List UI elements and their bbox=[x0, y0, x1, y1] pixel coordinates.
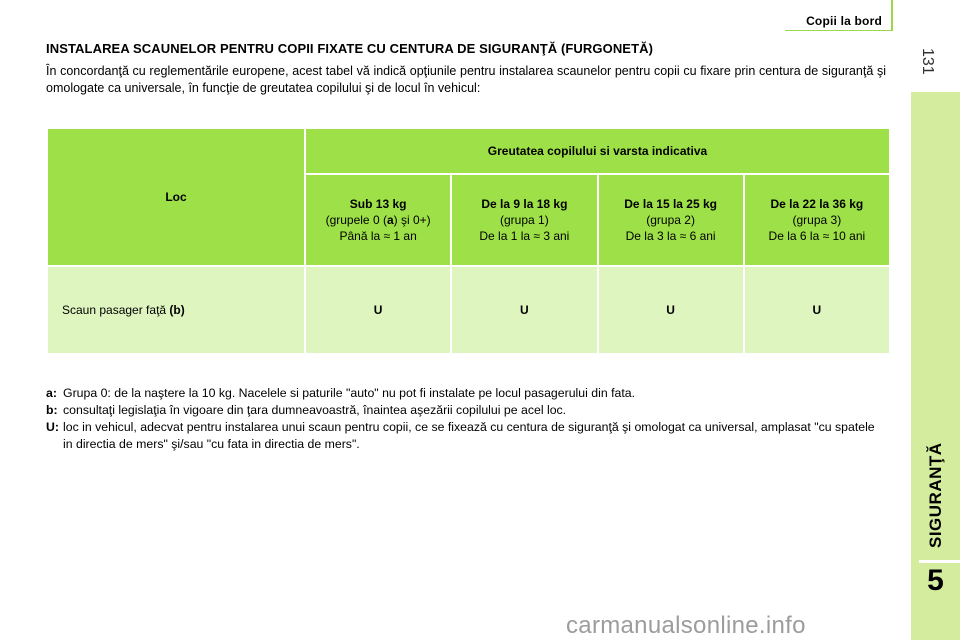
column-header bbox=[598, 174, 744, 266]
column-age: De la 1 la ≈ 3 ani bbox=[479, 229, 570, 243]
footnote-text: Grupa 0: de la naştere la 10 kg. Nacelele si paturile "auto" nu pot fi instalate pe locul pasagerului din fata. bbox=[63, 386, 636, 400]
column-group-suffix: ) şi 0+) bbox=[393, 213, 431, 227]
column-group: (grupa 2) bbox=[646, 213, 695, 227]
column-age: Până la ≈ 1 an bbox=[339, 229, 417, 243]
intro-paragraph: În concordanţă cu reglementările europene, acest tabel vă indică opţiunile pentru instalarea scaunelor pentru copii cu fixare prin centura de siguranţă şi omologate ca universale, în funcţie de greutatea copilului şi de locul în vehicul: bbox=[46, 64, 886, 95]
column-group-note: a bbox=[386, 213, 394, 227]
column-group: (grupa 3) bbox=[792, 213, 842, 227]
column-title: De la 9 la 18 kg bbox=[481, 197, 568, 211]
footnote-key: U: bbox=[46, 420, 59, 434]
child-seat-table bbox=[46, 127, 891, 355]
footnotes bbox=[46, 385, 876, 453]
footnote-key: b: bbox=[46, 403, 58, 417]
footnote bbox=[46, 402, 876, 419]
column-group-prefix: (grupele 0 ( bbox=[325, 213, 387, 227]
row-label bbox=[47, 266, 305, 354]
column-group bbox=[306, 212, 450, 228]
table-cell: U bbox=[744, 266, 890, 354]
header-vertical-rule bbox=[891, 0, 893, 30]
chapter-number: 5 bbox=[927, 564, 944, 597]
column-title: De la 22 la 36 kg bbox=[770, 197, 864, 211]
table-cell: U bbox=[451, 266, 597, 354]
page-number: 131 bbox=[919, 48, 936, 75]
column-header bbox=[451, 174, 597, 266]
chapter-side-tab bbox=[911, 92, 960, 640]
chapter-label: SIGURANŢĂ bbox=[926, 442, 945, 548]
column-age: De la 3 la ≈ 6 ani bbox=[625, 229, 716, 243]
weight-header: Greutatea copilului si varsta indicativa bbox=[305, 128, 890, 174]
page-heading: INSTALAREA SCAUNELOR PENTRU COPII FIXATE CU CENTURA DE SIGURANŢĂ (FURGONETĂ) bbox=[46, 41, 654, 56]
loc-header: Loc bbox=[47, 128, 305, 266]
column-header bbox=[305, 174, 451, 266]
column-header bbox=[744, 174, 890, 266]
column-title: De la 15 la 25 kg bbox=[624, 197, 717, 211]
footnote bbox=[46, 419, 876, 453]
section-title: Copii la bord bbox=[806, 14, 882, 28]
watermark: carmanualsonline.info bbox=[566, 612, 806, 639]
footnote-text: consultaţi legislaţia în vigoare din ţara dumneavoastră, înaintea aşezării copilului pe acel loc. bbox=[63, 403, 567, 417]
column-group: (grupa 1) bbox=[500, 213, 549, 227]
table-cell: U bbox=[305, 266, 451, 354]
footnote-key: a: bbox=[46, 386, 57, 400]
row-label-note: (b) bbox=[169, 303, 185, 317]
table-cell: U bbox=[598, 266, 744, 354]
chapter-divider bbox=[919, 560, 960, 563]
footnote-text: loc in vehicul, adecvat pentru instalarea unui scaun pentru copii, ce se fixează cu centura de siguranţă şi omologat ca universal, amplasat "cu spatele in directia de mers" şi/sau "cu fata in directia de mers". bbox=[63, 420, 875, 451]
header-horizontal-rule bbox=[785, 30, 893, 31]
footnote bbox=[46, 385, 876, 402]
row-label-text: Scaun pasager faţă bbox=[62, 303, 167, 317]
column-title: Sub 13 kg bbox=[349, 197, 407, 211]
column-age: De la 6 la ≈ 10 ani bbox=[768, 229, 866, 243]
table-row bbox=[47, 266, 890, 354]
